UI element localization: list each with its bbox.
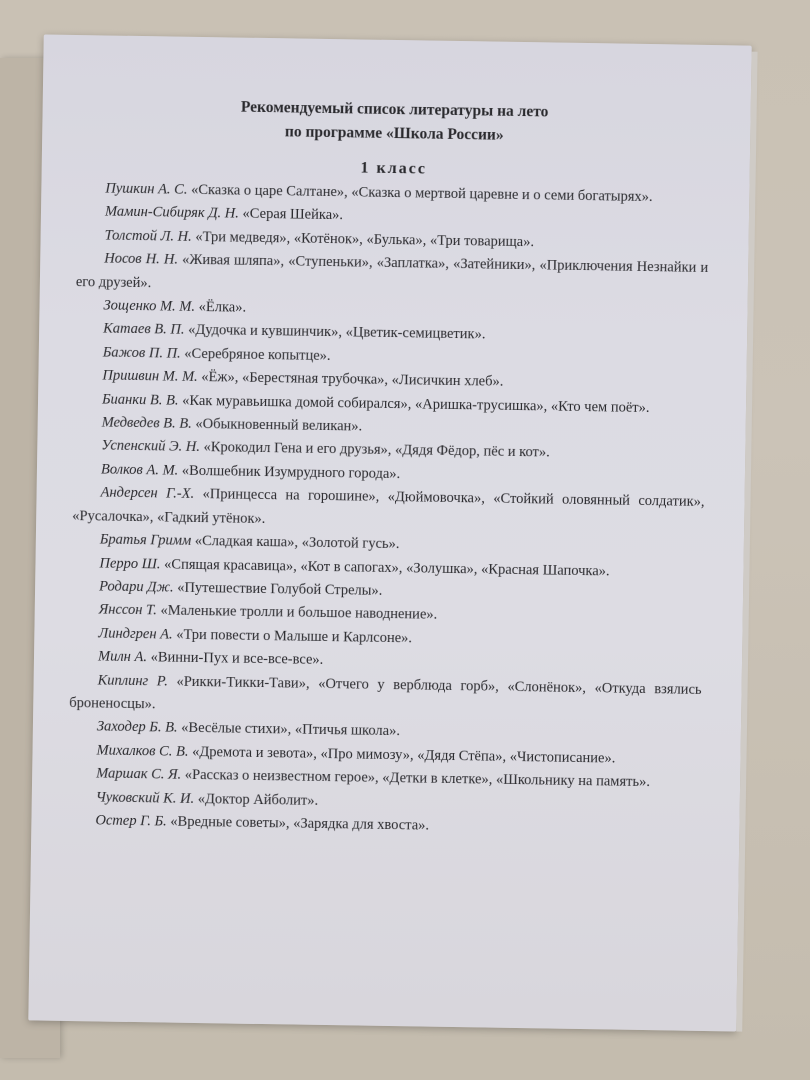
entry-author: Зощенко М. М. xyxy=(103,297,196,315)
entry-author: Линдгрен А. xyxy=(98,625,173,643)
entry-author: Киплинг Р. xyxy=(97,671,168,690)
entry-works: «Вредные советы», «Зарядка для хвоста». xyxy=(170,813,430,834)
entry-author: Милн А. xyxy=(97,648,148,666)
entry-author: Пришвин М. М. xyxy=(102,367,198,386)
entry-works: «Сказка о царе Салтане», «Сказка о мертвой царевне и о семи богатырях». xyxy=(190,181,653,206)
title-line-1: Рекомендуемый список литературы на лето xyxy=(240,98,549,121)
entry-works: «Дремота и зевота», «Про мимозу», «Дядя Стёпа», «Чистописание». xyxy=(191,743,616,767)
entry-works: «Спящая красавица», «Кот в сапогах», «Золушка», «Красная Шапочка». xyxy=(164,555,610,579)
entry-works: «Рикки-Тикки-Тави», «Отчего у верблюда горб», «Слонёнок», «Откуда взялись броненосцы». xyxy=(69,673,702,713)
entry-author: Успенский Э. Н. xyxy=(101,437,201,456)
entry-works: «Серая Шейка». xyxy=(242,206,344,224)
entry-works: «Доктор Айболит». xyxy=(197,790,319,809)
grade-heading: 1 класс xyxy=(360,159,428,178)
document-title xyxy=(78,93,711,151)
page-side-edge xyxy=(736,52,757,1032)
entry-works: «Весёлые стихи», «Птичья школа». xyxy=(181,720,401,740)
entry-works: «Рассказ о неизвестном герое», «Детки в клетке», «Школьнику на память». xyxy=(184,766,651,791)
entry-author: Братья Гримм xyxy=(99,531,192,549)
entry-author: Мамин-Сибиряк Д. Н. xyxy=(104,203,240,222)
entry-author: Носов Н. Н. xyxy=(104,250,179,268)
entry-works: «Ёлка». xyxy=(198,298,247,316)
entry-works: «Маленькие тролли и большое наводнение». xyxy=(160,602,438,624)
document-page xyxy=(28,35,751,1032)
entry-works: «Три повести о Малыше и Карлсоне». xyxy=(176,626,413,647)
entry-works: «Путешествие Голубой Стрелы». xyxy=(177,579,383,599)
reading-list xyxy=(67,177,709,842)
entry-author: Заходер Б. В. xyxy=(96,718,178,737)
entry-works: «Как муравьишка домой собирался», «Аришка-трусишка», «Кто чем поёт». xyxy=(182,392,650,416)
entry-author: Андерсен Г.-Х. xyxy=(100,484,195,503)
entry-author: Перро Ш. xyxy=(99,554,161,572)
entry-works: «Обыкновенный великан». xyxy=(195,415,363,435)
entry-author: Бажов П. П. xyxy=(102,344,181,362)
entry-works: «Волшебник Изумрудного города». xyxy=(181,462,401,483)
entry-works: «Сладкая каша», «Золотой гусь». xyxy=(194,533,400,553)
entry-author: Остер Г. Б. xyxy=(95,812,167,830)
entry-author: Медведев В. В. xyxy=(101,414,192,432)
entry-works: «Три медведя», «Котёнок», «Булька», «Три товарища». xyxy=(195,228,535,251)
entry-works: «Живая шляпа», «Ступеньки», «Заплатка», «Затейники», «Приключения Незнайки и его друзей». xyxy=(75,251,709,291)
entry-author: Чуковский К. И. xyxy=(95,788,195,807)
entry-author: Маршак С. Я. xyxy=(96,765,182,783)
title-line-2: по программе «Школа России» xyxy=(284,123,504,144)
entry-works: «Серебряное копытце». xyxy=(184,345,331,364)
entry-author: Янссон Т. xyxy=(98,601,157,619)
entry-works: «Винни-Пух и все-все-все». xyxy=(150,649,324,669)
entry-works: «Принцесса на горошине», «Дюймовочка», «Стойкий оловянный солдатик», «Русалочка», «Гадкий утёнок». xyxy=(72,486,705,527)
page-content xyxy=(67,93,711,842)
entry-author: Михалков С. В. xyxy=(96,742,189,760)
entry-works: «Крокодил Гена и его друзья», «Дядя Фёдор, пёс и кот». xyxy=(203,439,550,461)
entry-author: Пушкин А. С. xyxy=(105,180,188,198)
entry-author: Толстой Л. Н. xyxy=(104,227,192,245)
entry-author: Родари Дж. xyxy=(99,578,174,596)
entry-author: Катаев В. П. xyxy=(103,320,185,339)
entry-author: Волков А. М. xyxy=(100,461,179,479)
entry-works: «Ёж», «Берестяная трубочка», «Лисичкин хлеб». xyxy=(201,369,504,391)
entry-works: «Дудочка и кувшинчик», «Цветик-семицветик». xyxy=(188,322,486,343)
entry-author: Бианки В. В. xyxy=(101,391,179,409)
